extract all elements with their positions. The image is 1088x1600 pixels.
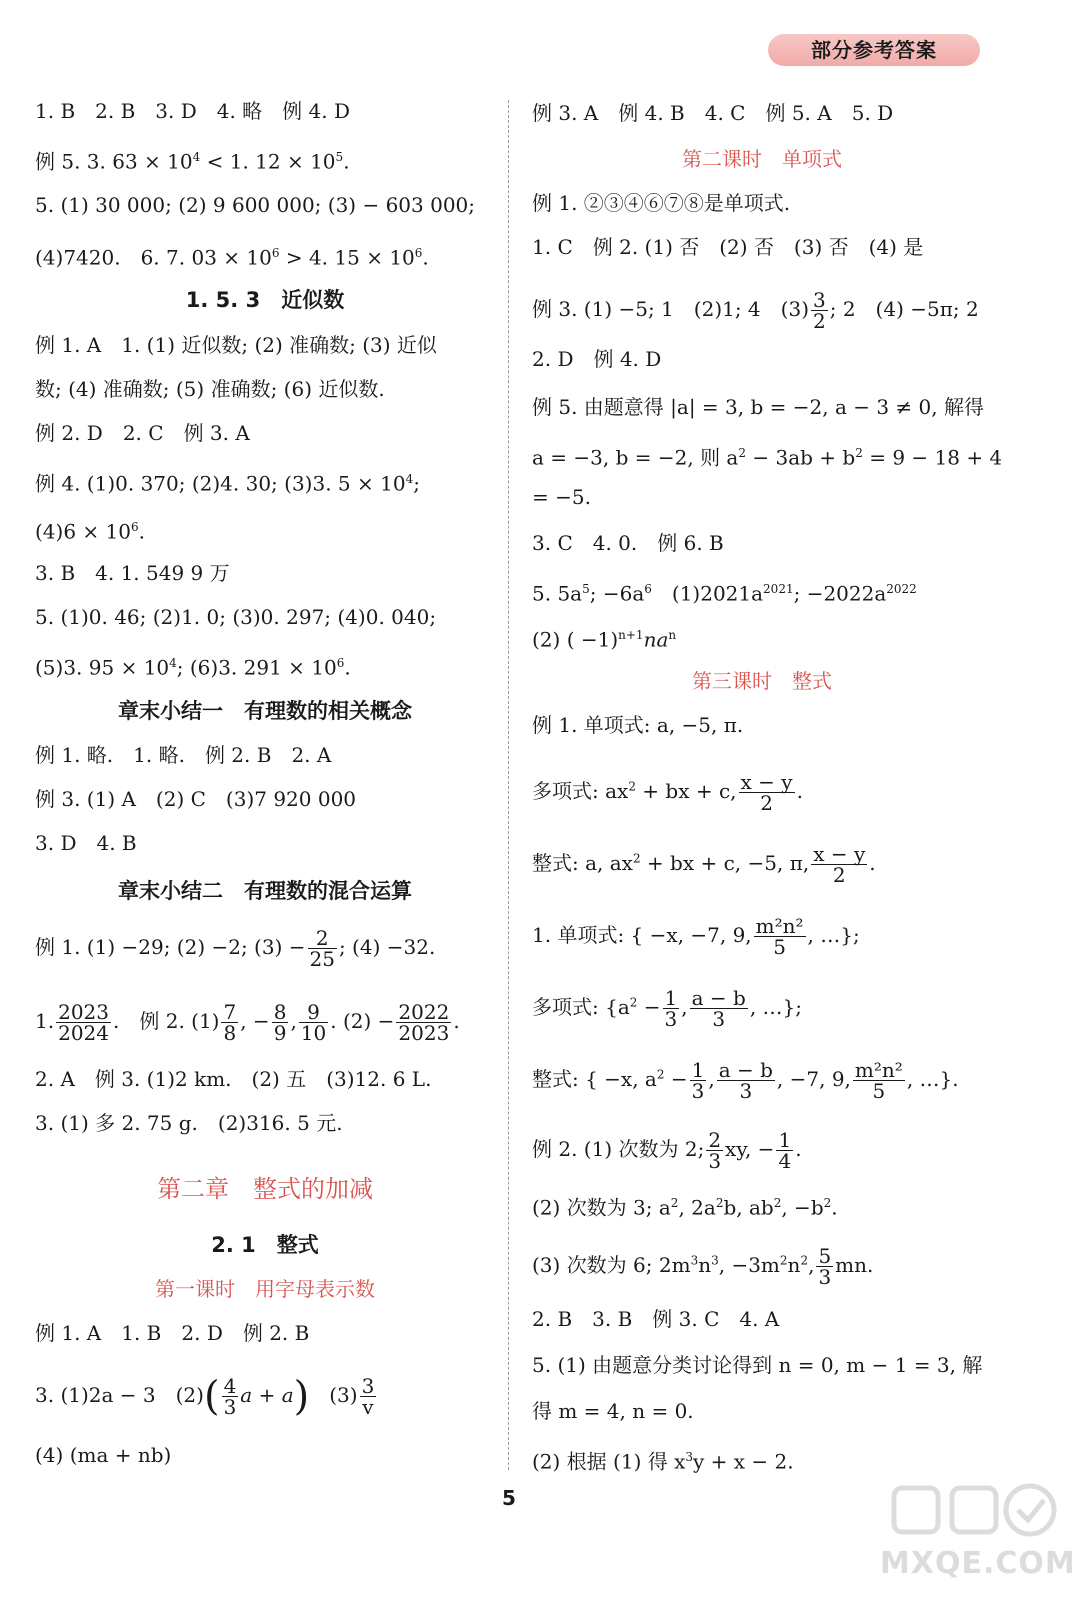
answer-line: $(4)6 \times 10^6$. (35, 519, 145, 544)
answer-line: 1. C 例 2. (1) 否 (2) 否 (3) 否 (4) 是 (532, 235, 924, 259)
lesson-subheading: 第二课时 单项式 (682, 147, 842, 171)
fraction: $\frac{1}{3}$ (664, 986, 678, 1031)
fraction: $\frac{4}{3}$ (223, 1374, 237, 1419)
answer-line: (2) ( $-1)^{n+1}na^n$ (532, 627, 677, 652)
answer-line: (4) (ma + nb) (35, 1443, 172, 1467)
answer-line: = −5. (532, 485, 591, 509)
fraction: $\frac{2}{3}$ (708, 1128, 722, 1173)
answer-line: 2. B 3. B 例 3. C 4. A (532, 1307, 780, 1331)
fraction: $\frac{x - y}{2}$ (813, 842, 866, 887)
answer-line: 例 3. (1) −5; 1 (2)1; 4 (3) $\frac{3}{2}$ ; 2 (4) −5π; 2 (532, 288, 979, 333)
answer-line: 例 1. (1) −29; (2) −2; (3) − $\frac{2}{25}$ ; (4) −32. (35, 926, 436, 971)
answer-line: 3. B 4. 1. 549 9 万 (35, 561, 230, 585)
section-heading: 2. 1 整式 (211, 1233, 319, 1257)
answer-line: 1. B 2. B 3. D 4. 略 例 4. D (35, 99, 351, 123)
answer-line: 例 3. (1) A (2) C (3)7 920 000 (35, 787, 357, 811)
answer-line: 1. 单项式: { −x, −7, 9, $\frac{\text{m²n²}}{5}$ , …}; (532, 914, 860, 959)
answer-line: 2. D 例 4. D (532, 347, 662, 371)
fraction: $\frac{\text{m²n²}}{5}$ (755, 914, 804, 959)
answer-line: 3. (1) 多 2. 75 g. (2)316. 5 元. (35, 1111, 343, 1135)
answer-line: 例 1. A 1. (1) 近似数; (2) 准确数; (3) 近似 (35, 333, 437, 357)
lesson-subheading: 第三课时 整式 (692, 669, 832, 693)
answer-line: 例 1. ②③④⑥⑦⑧是单项式. (532, 191, 791, 215)
column-divider (508, 100, 509, 1470)
fraction: $\frac{1}{4}$ (778, 1128, 792, 1173)
answer-line: 3. D 4. B (35, 831, 137, 855)
lesson-subheading: 第一课时 用字母表示数 (155, 1277, 375, 1301)
answer-line: 数; (4) 准确数; (5) 准确数; (6) 近似数. (35, 377, 385, 401)
fraction: $\frac{1}{3}$ (691, 1058, 705, 1103)
answer-line: 例 5. 3. $63 \times 10^4 < 1$. $12 \times 10^5$. (35, 149, 350, 174)
fraction: $\frac{9}{10}$ (300, 1000, 327, 1045)
answer-line: 多项式: {$a^2$ − $\frac{1}{3}$ , $\frac{a - b}{3}$ , …}; (532, 986, 802, 1031)
answer-line: (3) 次数为 6; $2m^3n^3$, $-3m^2n^2$, $\frac{5}{3}$ mn. (532, 1244, 874, 1289)
page-number: 5 (502, 1486, 516, 1510)
answer-line: 5. $5a^5$; $-6a^6$ $(1)2021a^{2021}$; $-2022a^{2022}$ (532, 581, 917, 606)
fraction: $\frac{5}{3}$ (818, 1244, 832, 1289)
answer-line: 3. C 4. 0. 例 6. B (532, 531, 724, 555)
answer-line: 例 4. (1)0. 370; (2)4. 30; (3)3. $5 \times 10^4$; (35, 471, 420, 496)
answer-line: 2. A 例 3. (1)2 km. (2) 五 (3)12. 6 L. (35, 1067, 432, 1091)
fraction: $\frac{3}{2}$ (813, 288, 826, 333)
fraction: $\frac{a - b}{3}$ (718, 1058, 773, 1103)
watermark-text: MXQE.COM (880, 1546, 1076, 1581)
answer-line: 5. (1) 30 000; (2) 9 600 000; (3) − 603 000; (35, 193, 476, 217)
answer-line: a = −3, b = −2, 则 $a^2 - 3ab + b^2 = 9 - 18 + 4$ (532, 445, 1003, 470)
answer-line: 整式: { −x, $a^2$ − $\frac{1}{3}$ , $\frac{a - b}{3}$ , −7, 9, $\frac{\text{m²n²}}{5}$ , …}. (532, 1058, 959, 1103)
section-heading: 1. 5. 3 近似数 (185, 288, 345, 312)
answer-line: 整式: a, $ax^2$ + bx + c, −5, π, $\frac{x - y}{2}$ . (532, 842, 876, 887)
fraction: $\frac{7}{8}$ (223, 1000, 237, 1045)
chapter-title: 第二章 整式的加减 (157, 1175, 373, 1203)
answer-line: 例 2. D 2. C 例 3. A (35, 421, 250, 445)
answer-line: (2) 根据 (1) 得 $x^3y + x - 2$. (532, 1449, 794, 1474)
fraction: $\frac{2023}{2024}$ (58, 1000, 109, 1045)
section-badge: 部分参考答案 (768, 34, 980, 66)
fraction: $\frac{2}{25}$ (309, 926, 335, 971)
answer-line: 例 1. 单项式: a, −5, π. (532, 713, 744, 737)
answer-line: 多项式: $ax^2$ + bx + c, $\frac{x - y}{2}$ . (532, 770, 803, 815)
answer-line: 例 1. 略. 1. 略. 例 2. B 2. A (35, 743, 332, 767)
answer-line: 得 m = 4, n = 0. (532, 1399, 694, 1423)
answer-line: 例 1. A 1. B 2. D 例 2. B (35, 1321, 310, 1345)
fraction: $\frac{x - y}{2}$ (740, 770, 793, 815)
answer-line: 5. (1) 由题意分类讨论得到 n = 0, m − 1 = 3, 解 (532, 1353, 983, 1377)
fraction: $\frac{3}{v}$ (361, 1374, 375, 1419)
answer-line: 例 5. 由题意得 |a| = 3, b = −2, a − 3 ≠ 0, 解得 (532, 395, 984, 419)
answer-line: 3. (1)2a − 3 (2)( $\frac{4}{3}$ a + a) (3) $\frac{3}{v}$ (35, 1373, 375, 1420)
watermark-logo-icon (890, 1480, 1060, 1540)
fraction: $\frac{2022}{2023}$ (398, 1000, 450, 1045)
fraction: $\frac{8}{9}$ (273, 1000, 287, 1045)
answer-line: 1. $\frac{2023}{2024}$ . 例 2. (1) $\frac{7}{8}$ , − $\frac{8}{9}$ , $\frac{9}{10}$ . (2) − $\frac{2022}{2023}$ . (35, 1000, 460, 1045)
section-heading: 章末小结二 有理数的混合运算 (118, 879, 412, 903)
watermark (880, 1480, 1076, 1581)
answer-line: (5)3. $95 \times 10^4$; (6)3. $291 \times 10^6$. (35, 655, 351, 680)
answer-line: (2) 次数为 3; $a^2$, $2a^2b$, $ab^2$, $-b^2$. (532, 1195, 838, 1220)
section-heading: 章末小结一 有理数的相关概念 (118, 699, 412, 723)
fraction: $\frac{a - b}{3}$ (691, 986, 746, 1031)
answer-line: 例 2. (1) 次数为 2; $\frac{2}{3}$ xy, − $\frac{1}{4}$ . (532, 1128, 802, 1173)
answer-line: (4)7420. 6. 7. $03 \times 10^6 > 4$. $15 \times 10^6$. (35, 245, 429, 270)
answer-line: 5. (1)0. 46; (2)1. 0; (3)0. 297; (4)0. 040; (35, 605, 437, 629)
answer-line: 例 3. A 例 4. B 4. C 例 5. A 5. D (532, 101, 894, 125)
fraction: $\frac{\text{m²n²}}{5}$ (854, 1058, 903, 1103)
